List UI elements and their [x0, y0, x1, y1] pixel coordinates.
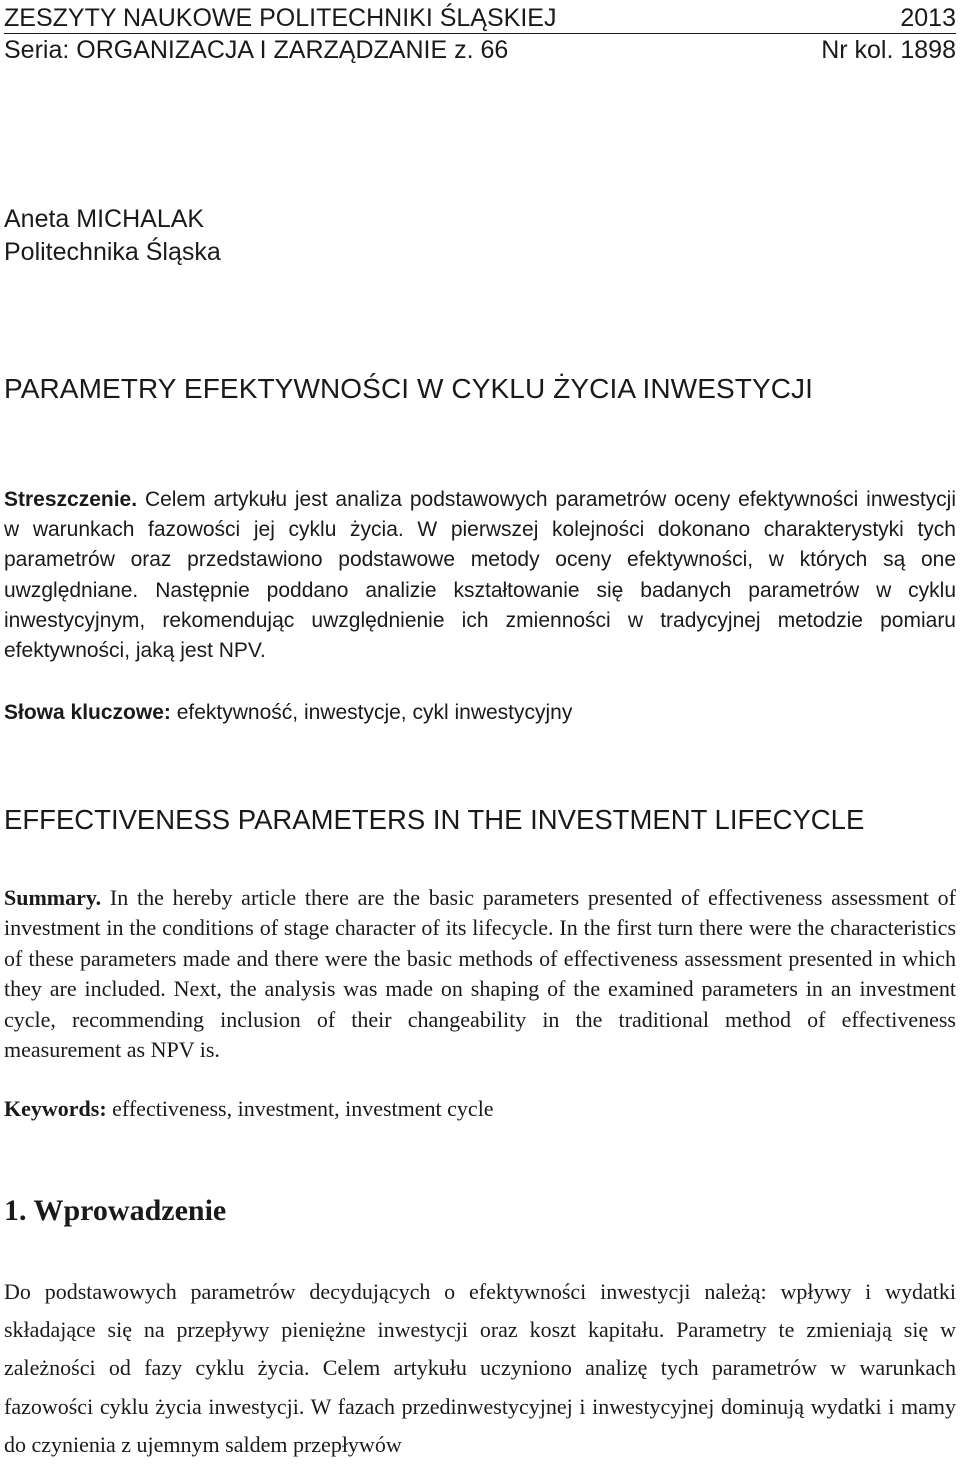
keywords-pl-text: efektywność, inwestycje, cykl inwestycyjny [176, 701, 573, 724]
section-body: Do podstawowych parametrów decydujących o efektywności inwestycji należą: wpływy i wydatki składające się na przepływy pieniężne inwestycji oraz koszt kapitału. Parametry te zmieniają się w zależności od fazy cyklu życia. Celem artykułu uczyniono analizę tych parametrów w warunkach fazowości cyklu życia inwestycji. W fazach przedinwestycyjnej i inwestycyjnej dominują wydatki i mamy do czynienia z ujemnym saldem przepływów [4, 1279, 956, 1457]
abstract-en-label: Summary. [4, 885, 102, 910]
paper-title-en: EFFECTIVENESS PARAMETERS IN THE INVESTMENT LIFECYCLE [4, 804, 865, 835]
abstract-en [4, 883, 956, 1065]
keywords-en-text: effectiveness, investment, investment cycle [112, 1096, 494, 1121]
journal-name: ZESZYTY NAUKOWE POLITECHNIKI ŚLĄSKIEJ [4, 4, 557, 32]
series-header [4, 35, 956, 65]
author-block [4, 203, 221, 269]
keywords-en-label: Keywords: [4, 1096, 107, 1121]
abstract-pl [4, 485, 956, 666]
keywords-en [4, 1094, 956, 1124]
abstract-pl-label: Streszczenie. [4, 488, 138, 511]
issue-number: Nr kol. 1898 [821, 36, 956, 64]
abstract-pl-text: Celem artykułu jest analiza podstawowych parametrów oceny efektywności inwestycji w warunkach fazowości jej cyklu życia. W pierwszej kolejności dokonano charakterystyki tych parametrów oraz przedstawiono podstawowe metody oceny efektywności, w których są one uwzględniane. Następnie poddano analizie kształtowanie się badanych parametrów w cyklu inwestycyjnym, rekomendując uwzględnienie ich zmienności w tradycyjnej metodzie pomiaru efektywności, jaką jest NPV. [4, 488, 957, 663]
author-name: Aneta MICHALAK [4, 205, 205, 233]
keywords-pl-label: Słowa kluczowe: [4, 701, 171, 724]
abstract-en-text: In the hereby article there are the basic parameters presented of effectiveness assessment of investment in the conditions of stage character of its lifecycle. In the first turn there were the characteristics of these parameters made and there were the basic methods of effectiveness assessment presented in which they are included. Next, the analysis was made on shaping of the examined parameters in an investment cycle, recommending inclusion of their changeability in the traditional method of effectiveness measurement as NPV is. [4, 885, 956, 1063]
keywords-pl [4, 698, 956, 728]
journal-year: 2013 [900, 4, 956, 32]
author-affiliation: Politechnika Śląska [4, 238, 221, 266]
paper-title-pl: PARAMETRY EFEKTYWNOŚCI W CYKLU ŻYCIA INWESTYCJI [4, 373, 814, 404]
journal-header [4, 3, 956, 33]
section-heading: 1. Wprowadzenie [4, 1194, 227, 1227]
header-rule [4, 33, 956, 34]
series-name: Seria: ORGANIZACJA I ZARZĄDZANIE z. 66 [4, 36, 509, 64]
